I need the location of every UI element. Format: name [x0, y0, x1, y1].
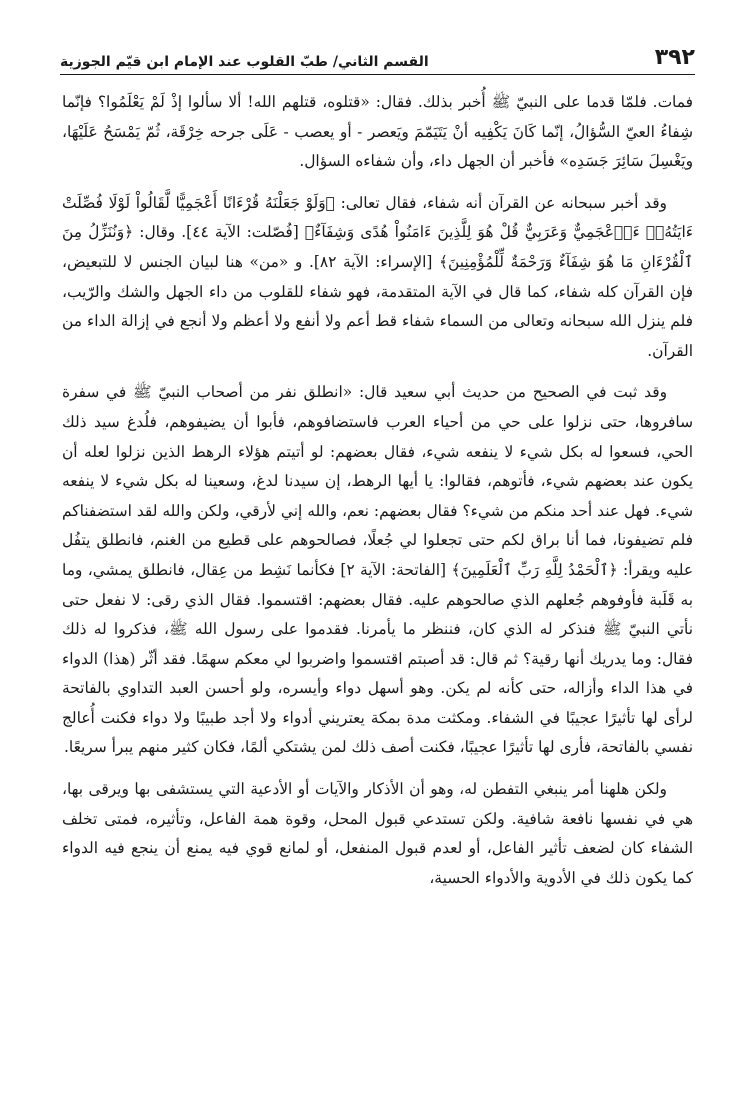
- page-number: ٣٩٢: [654, 45, 695, 70]
- paragraph-conditions: ولكن هلهنا أمر ينبغي التفطن له، وهو أن الأذكار والآيات أو الأدعية التي يستشفى بها ويرقى بها، هي في نفسها نافعة شافية. ولكن تستدعي قبول المحل، وقوة همة الفاعل، وتأثيره، فمتى تخلف الشفاء كان لضعف تأثير الفاعل، أو لعدم قبول المنفعل، أو لمانع قوي فيه يمنع أن ينجع فيه الدواء كما يكون ذلك في الأدوية والأدواء الحسية،: [62, 780, 693, 887]
- header-rule: [60, 74, 695, 75]
- paragraph-quran-shifa: وقد أخبر سبحانه عن القرآن أنه شفاء، فقال تعالى: ﴿وَلَوْ جَعَلْنَهُ قُرْءَانًا أَعْجَمِيًّا لَّقَالُواْ لَوْلَا فُصِّلَتْ ءَايَتُهُۥٓ ءَا۬عْجَمِيٌّ وَعَرَبِيٌّ قُلْ هُوَ لِلَّذِينَ ءَامَنُواْ هُدًى وَشِفَآءٌ﴾ [فُصّلت: الآية ٤٤]. وقال: ﴿وَنُنَزِّلُ مِنَ ٱلْقُرْءَانِ مَا هُوَ شِفَآءٌ وَرَحْمَةٌ لِّلْمُؤْمِنِينَ﴾ [الإسراء: الآية ٨٢]. و «من» هنا لبيان الجنس لا للتبعيض، فإن القرآن كله شفاء، كما قال في الآية المتقدمة، فهو شفاء للقلوب من داء الجهل والشك والرّيب، فلم ينزل الله سبحانه وتعالى من السماء شفاء قط أعم ولا أنفع ولا أعظم ولا أنجع في إزالة الداء من القرآن.: [62, 193, 693, 360]
- paragraph-hadith-ruqya: وقد ثبت في الصحيح من حديث أبي سعيد قال: «انطلق نفر من أصحاب النبيّ ﷺ في سفرة سافروها، حتى نزلوا على حي من أحياء العرب فاستضافوهم، فأبوا أن يضيفوهم، فلُدغ سيد ذلك الحي، فسعوا له بكل شيء لا ينفعه شيء، فقال بعضهم: لو أتيتم هؤلاء الرهط الذين نزلوا لعله أن يكون عند بعضهم شيء، فأتوهم، فقالوا: يا أيها الرهط، إن سيدنا لدغ، وسعينا له بكل شيء لا ينفعه شيء. فهل عند أحد منكم من شيء؟ فقال بعضهم: نعم، والله إني لأرقي، ولكن والله لقد استضفناكم فلم تضيفونا، فما أنا براق لكم حتى تجعلوا لي جُعلًا، فصالحوهم على قطيع من الغنم، فانطلق يتفُل عليه ويقرأ: ﴿ٱلْحَمْدُ لِلَّهِ رَبِّ ٱلْعَلَمِينَ﴾ [الفاتحة: الآية ٢] فكأنما نَشِط من عِقال، فانطلق يمشي، وما به قَلَبة فأوفوهم جُعلهم الذي صالحوهم عليه. فقال بعضهم: اقتسموا. فقال الذي رقى: لا نفعل حتى نأتي النبيّ ﷺ فنذكر له الذي كان، فننظر ما يأمرنا. فقدموا على رسول الله ﷺ، فذكروا له ذلك فقال: وما يدريك أنها رقية؟ ثم قال: قد أصبتم اقتسموا واضربوا لي معكم سهمًا. فقد أثّر (هذا) الدواء في هذا الداء وأزاله، حتى كأنه لم يكن. وهو أسهل دواء وأيسره، ولو أحسن العبد التداوي بالفاتحة لرأى لها تأثيرًا عجيبًا في الشفاء. ومكثت مدة بمكة يعتريني أدواء ولا أجد طبيبًا ولا دواء فكنت أُعالج نفسي بالفاتحة، فأرى لها تأثيرًا عجيبًا، فكنت أصف ذلك لمن يشتكي ألمًا، فكان كثير منهم يبرأ سريعًا.: [62, 383, 693, 757]
- paragraph-continuation: فمات. فلمّا قدما على النبيّ ﷺ أُخبر بذلك. فقال: «قتلوه، قتلهم الله! ألا سألوا إذْ لَمْ يَعْلَمُوا؟ فإنّما شِفاءُ العيّ السُّؤالُ، إنّما كَانَ يَكْفِيه أنْ يَتَيَمّمَ ويَعصر - أو يعصب - عَلَى جرحه خِرْقَة، ثُمّ يَمْسَحُ عَلَيْهَا، ويَغْسِلَ سَائِرَ جَسَدِه» فأخبر أن الجهل داء، وأن شفاءه السؤال.: [62, 93, 693, 171]
- page-body: [62, 88, 693, 905]
- running-title: القسم الثاني/ طبّ القلوب عند الإمام ابن قيّم الجوزية: [60, 54, 429, 70]
- page-header: [60, 36, 695, 70]
